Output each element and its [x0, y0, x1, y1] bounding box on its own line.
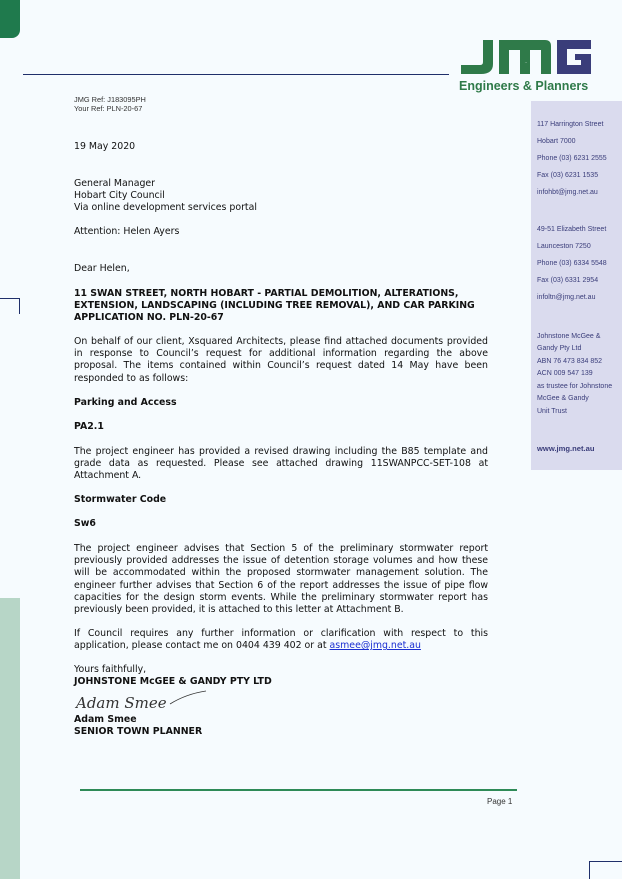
jmg-logo: [459, 38, 593, 78]
left-margin-strip: [0, 598, 20, 879]
logo-tagline: Engineers & Planners: [459, 79, 589, 93]
launceston-email[interactable]: infoltn@jmg.net.au: [537, 294, 596, 301]
email-link[interactable]: asmee@jmg.net.au: [329, 640, 421, 652]
company-name: JOHNSTONE McGEE & GANDY PTY LTD: [74, 676, 272, 687]
svg-text:Adam Smee: Adam Smee: [76, 694, 167, 712]
company-line: McGee & Gandy: [537, 395, 589, 402]
attention-line: Attention: Helen Ayers: [74, 226, 180, 237]
pa-code: PA2.1: [74, 421, 104, 432]
launceston-phone: Phone (03) 6334 5548: [537, 260, 607, 267]
hobart-email[interactable]: infohbt@jmg.net.au: [537, 189, 598, 196]
company-line: Unit Trust: [537, 408, 567, 415]
launceston-city: Launceston 7250: [537, 243, 591, 250]
recipient-line: General Manager: [74, 178, 156, 189]
letter-date: 19 May 2020: [74, 141, 136, 152]
pa-paragraph: The project engineer has provided a revised drawing including the B85 template and grade data as requested. Please see attached drawing 11SWANPCC-SET-108 at Attachment A.: [74, 446, 488, 482]
subject-line: EXTENSION, LANDSCAPING (INCLUDING TREE REMOVAL), AND CAR PARKING: [74, 300, 475, 311]
page-number: Page 1: [487, 797, 513, 806]
company-line: as trustee for Johnstone: [537, 383, 613, 390]
website-link[interactable]: www.jmg.net.au: [537, 444, 595, 453]
launceston-fax: Fax (03) 6331 2954: [537, 277, 599, 284]
your-ref: Your Ref: PLN-20-67: [74, 104, 143, 113]
recipient-line: Via online development services portal: [74, 202, 257, 213]
subject-line: APPLICATION NO. PLN-20-67: [74, 312, 224, 323]
hobart-address: 117 Harrington Street: [537, 121, 604, 128]
launceston-address: 49-51 Elizabeth Street: [537, 226, 607, 233]
handwritten-signature: [74, 688, 214, 716]
header-rule: [23, 74, 449, 75]
hobart-fax: Fax (03) 6231 1535: [537, 172, 599, 179]
company-line: ABN 76 473 834 852: [537, 358, 602, 365]
parking-heading: Parking and Access: [74, 397, 177, 408]
subject-line: 11 SWAN STREET, NORTH HOBART - PARTIAL DEMOLITION, ALTERATIONS,: [74, 288, 459, 299]
svg-text:JMG: JMG: [525, 63, 527, 64]
company-line: Gandy Pty Ltd: [537, 345, 582, 352]
salutation: Dear Helen,: [74, 263, 130, 274]
company-line: Johnstone McGee &: [537, 333, 601, 340]
footer-rule: [80, 789, 517, 791]
margin-tick-right: [589, 861, 622, 879]
hobart-phone: Phone (03) 6231 2555: [537, 155, 607, 162]
closing-paragraph: [74, 628, 488, 652]
hobart-city: Hobart 7000: [537, 138, 576, 145]
yours-faithfully: Yours faithfully,: [74, 664, 147, 675]
margin-tick-left: [0, 298, 20, 314]
company-line: ACN 009 547 139: [537, 370, 593, 377]
stormwater-heading: Stormwater Code: [74, 494, 167, 505]
recipient-line: Hobart City Council: [74, 190, 165, 201]
jmg-ref: JMG Ref: J183095PH: [74, 95, 146, 104]
corner-tab: [0, 0, 20, 38]
intro-paragraph: On behalf of our client, Xsquared Architects, please find attached documents provided in response to Council’s request for additional information regarding the above proposal. The items contained within Council’s request dated 14 May have been responded to as follows:: [74, 336, 488, 384]
signatory-title: SENIOR TOWN PLANNER: [74, 726, 203, 737]
signatory-name: Adam Smee: [74, 714, 137, 725]
closing-text: If Council requires any further information or clarification with respect to this application, please contact me on 0404 439 402 or at: [74, 628, 488, 652]
sw-paragraph: The project engineer advises that Section 5 of the preliminary stormwater report previously provided addresses the issue of detention storage volumes and how these will be accommodated within the proposed stormwater management solution. The engineer further advises that Section 6 of the report addresses the issue of pipe flow capacities for the design storm events. While the preliminary stormwater report has previously been provided, it is attached to this letter at Attachment B.: [74, 543, 488, 616]
sw-code: Sw6: [74, 518, 96, 529]
